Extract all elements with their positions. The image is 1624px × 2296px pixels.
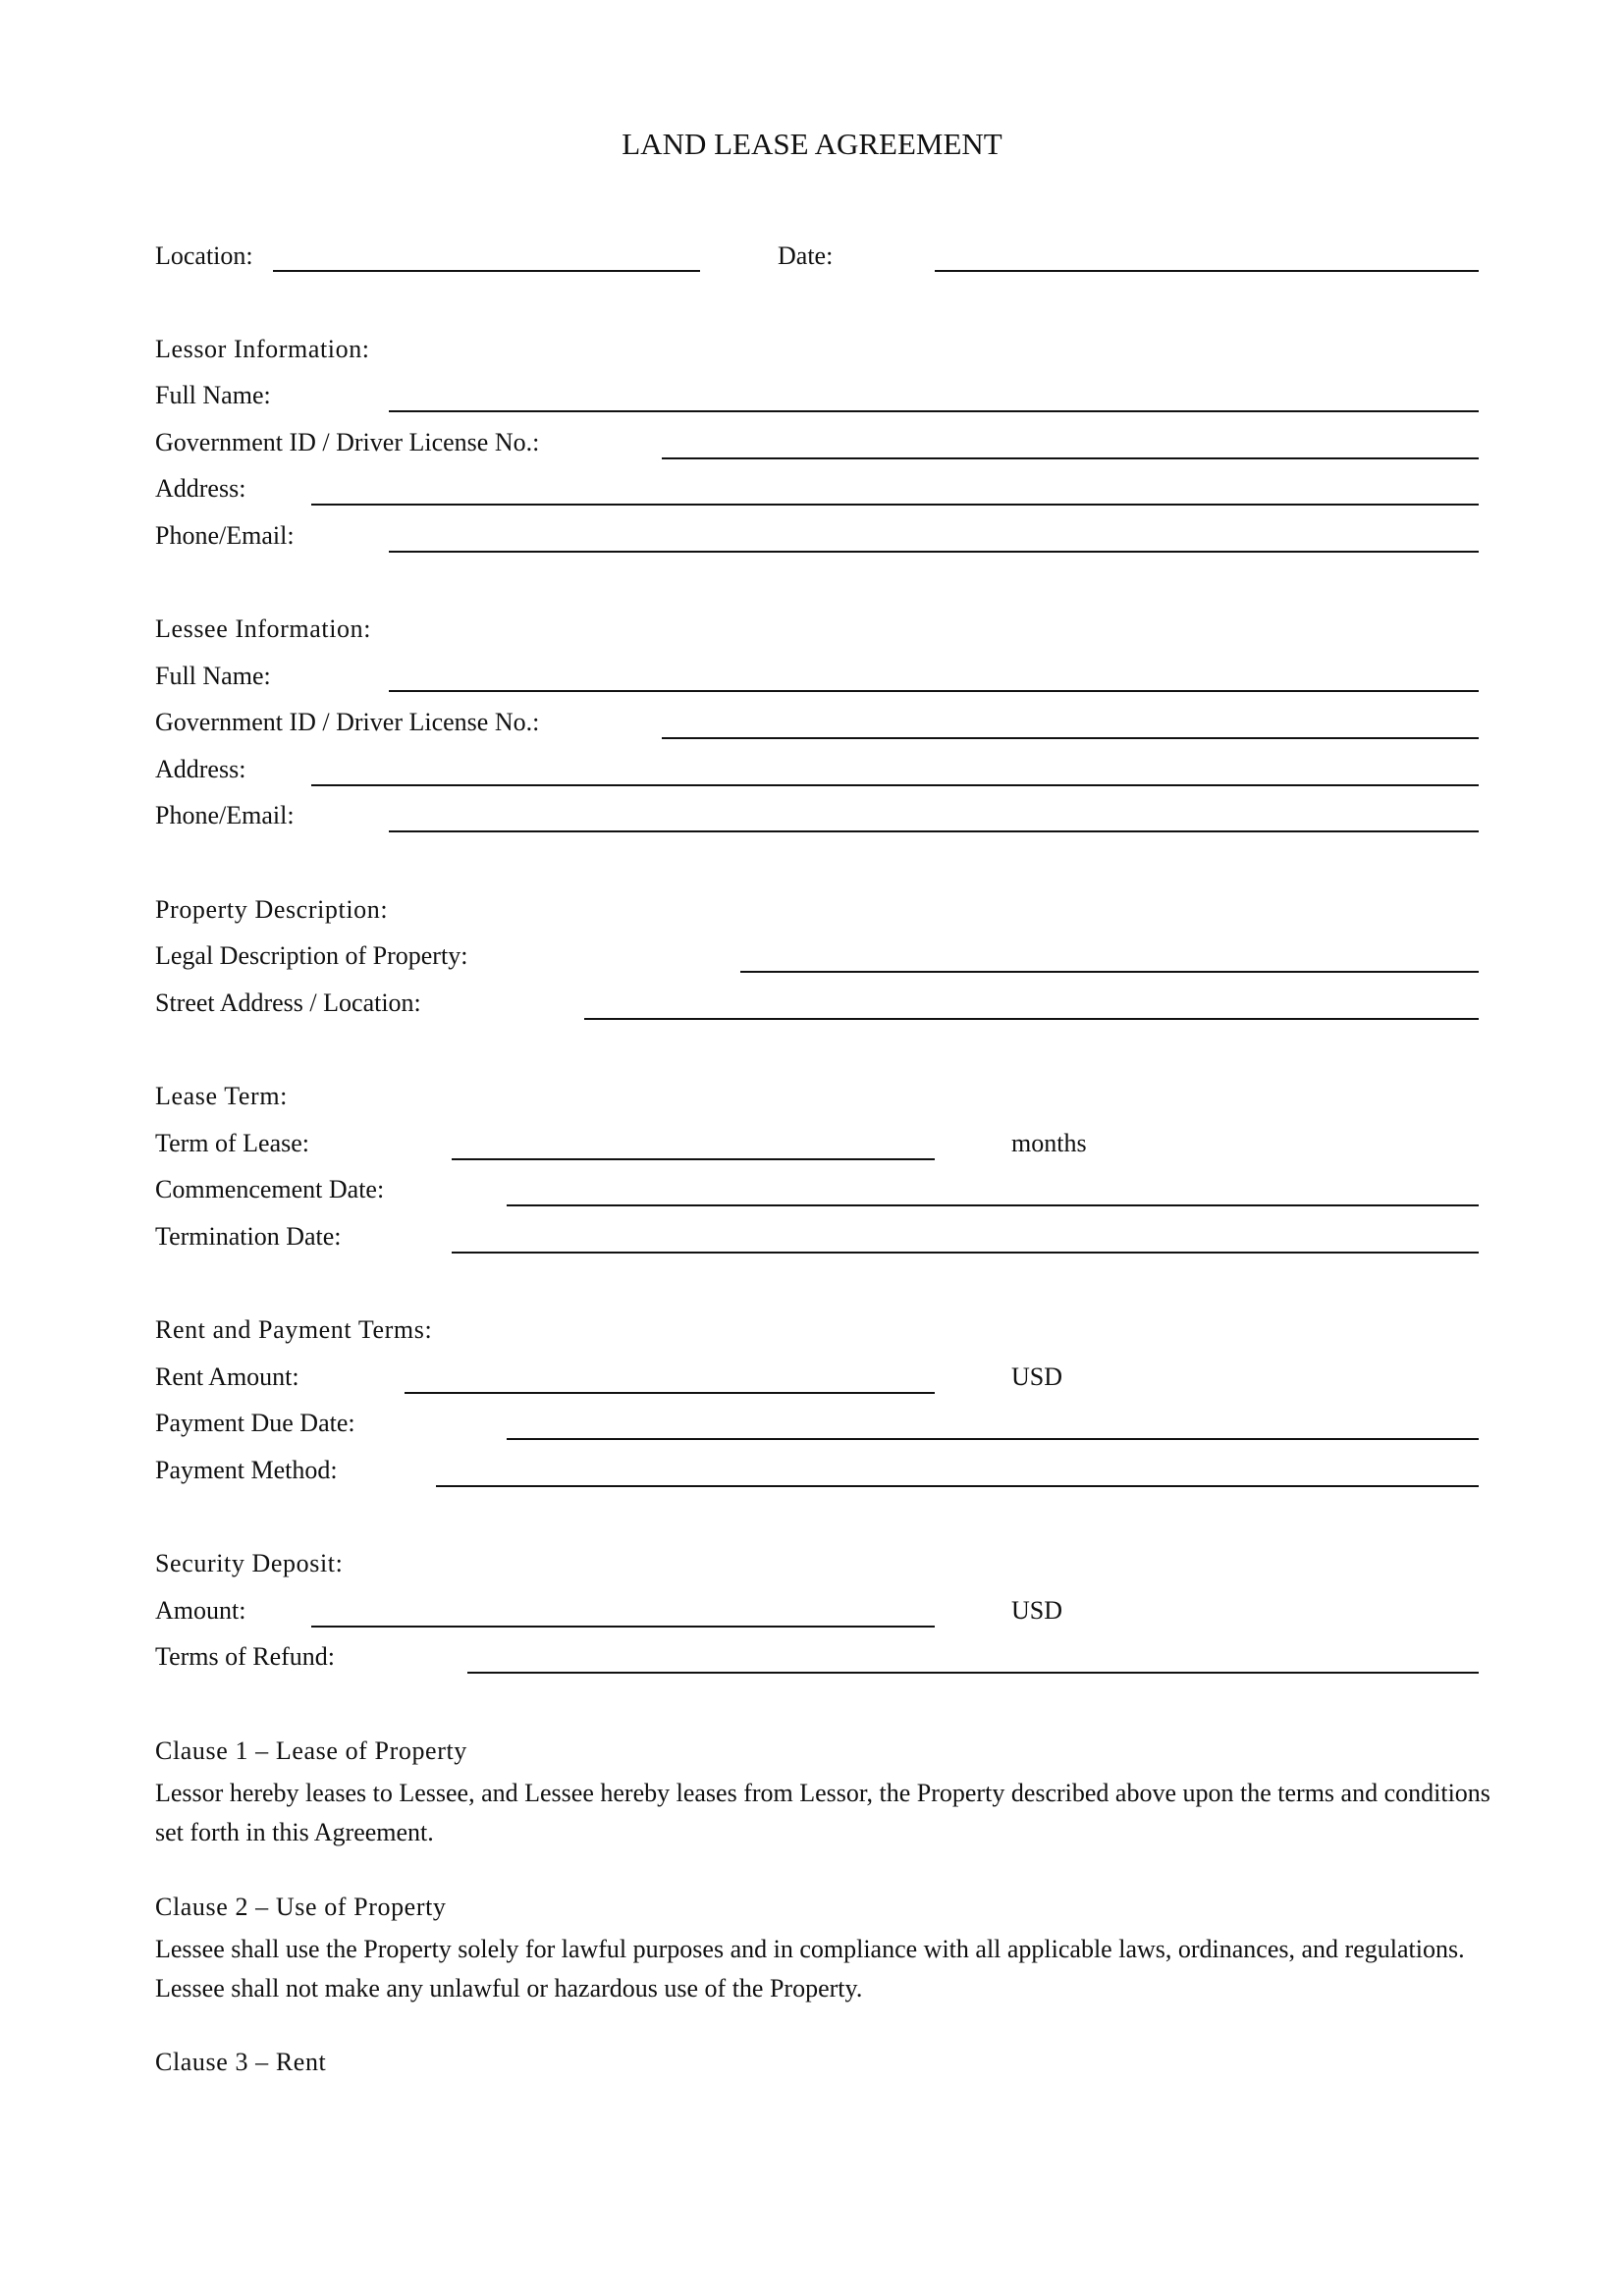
lessor-id-label: Government ID / Driver License No.: <box>155 428 540 456</box>
term-field[interactable] <box>452 1158 935 1160</box>
property-address-label: Street Address / Location: <box>155 988 421 1017</box>
date-label: Date: <box>778 241 834 270</box>
payment-method-field[interactable] <box>436 1485 1479 1487</box>
lessor-full-name-field[interactable] <box>389 410 1479 412</box>
lessee-contact-label: Phone/Email: <box>155 801 295 829</box>
lessor-id-field[interactable] <box>662 457 1479 459</box>
rent-amount-label: Rent Amount: <box>155 1362 299 1391</box>
rent-amount-unit: USD <box>1011 1362 1063 1391</box>
refund-terms-field[interactable] <box>467 1672 1479 1674</box>
lessee-contact-field[interactable] <box>389 830 1479 832</box>
commencement-field[interactable] <box>507 1204 1479 1206</box>
deposit-amount-label: Amount: <box>155 1596 246 1625</box>
refund-terms-label: Terms of Refund: <box>155 1642 336 1671</box>
termination-label: Termination Date: <box>155 1222 342 1251</box>
payment-due-field[interactable] <box>507 1438 1479 1440</box>
document-title: LAND LEASE AGREEMENT <box>622 127 1002 161</box>
lessee-id-label: Government ID / Driver License No.: <box>155 708 540 736</box>
term-label: Term of Lease: <box>155 1129 309 1157</box>
payment-due-label: Payment Due Date: <box>155 1409 355 1437</box>
date-field[interactable] <box>935 270 1479 272</box>
property-heading: Property Description: <box>155 895 389 924</box>
lessor-heading: Lessor Information: <box>155 335 370 363</box>
lessor-address-field[interactable] <box>311 504 1479 506</box>
lessee-heading: Lessee Information: <box>155 614 372 643</box>
lessor-contact-label: Phone/Email: <box>155 521 295 550</box>
lessee-full-name-label: Full Name: <box>155 662 271 690</box>
lessee-address-field[interactable] <box>311 784 1479 786</box>
term-heading: Lease Term: <box>155 1082 288 1110</box>
property-legal-label: Legal Description of Property: <box>155 941 468 970</box>
rent-heading: Rent and Payment Terms: <box>155 1315 433 1344</box>
lessee-id-field[interactable] <box>662 737 1479 739</box>
deposit-amount-field[interactable] <box>311 1626 935 1628</box>
property-address-field[interactable] <box>584 1018 1479 1020</box>
location-field[interactable] <box>273 270 700 272</box>
clause-3-heading: Clause 3 – Rent <box>155 2048 327 2076</box>
property-legal-field[interactable] <box>740 971 1479 973</box>
clause-1-text: Lessor hereby leases to Lessee, and Lessee hereby leases from Lessor, the Property described above upon the terms and conditions set forth in this Agreement. <box>155 1779 1490 1846</box>
deposit-heading: Security Deposit: <box>155 1549 344 1577</box>
term-unit: months <box>1011 1129 1087 1157</box>
payment-method-label: Payment Method: <box>155 1456 338 1484</box>
location-label: Location: <box>155 241 253 270</box>
clause-2-text: Lessee shall use the Property solely for lawful purposes and in compliance with all applicable laws, ordinances, and regulations. Lessee shall not make any unlawful or hazardous use of the Property. <box>155 1935 1465 2002</box>
termination-field[interactable] <box>452 1252 1479 1254</box>
lessor-full-name-label: Full Name: <box>155 381 271 409</box>
lessee-address-label: Address: <box>155 755 246 783</box>
deposit-amount-unit: USD <box>1011 1596 1063 1625</box>
commencement-label: Commencement Date: <box>155 1175 385 1203</box>
lessor-contact-field[interactable] <box>389 551 1479 553</box>
lessee-full-name-field[interactable] <box>389 690 1479 692</box>
lessor-address-label: Address: <box>155 474 246 503</box>
clause-1-heading: Clause 1 – Lease of Property <box>155 1736 467 1765</box>
rent-amount-field[interactable] <box>405 1392 935 1394</box>
clause-2-heading: Clause 2 – Use of Property <box>155 1893 447 1921</box>
